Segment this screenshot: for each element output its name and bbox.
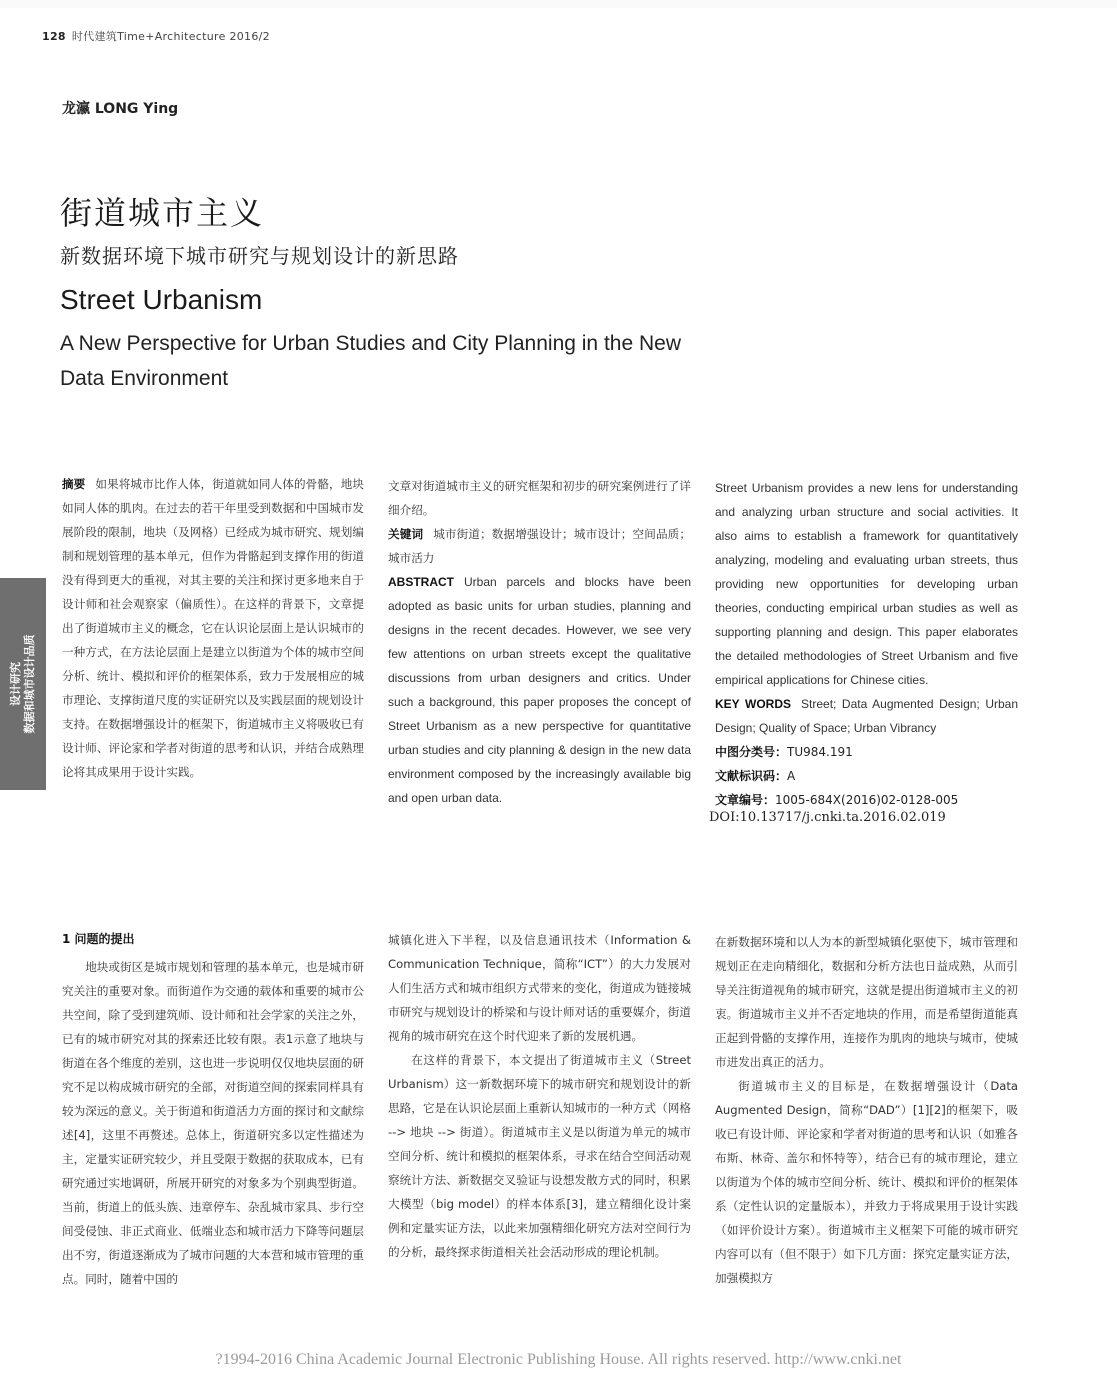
abstract-cn-text: 如果将城市比作人体，街道就如同人体的骨骼，地块如同人体的肌肉。在过去的若干年里受到数据和中国城市发展阶段的限制，地块（及网格）已经成为城市研究、规划编制和规划管理的基本单元，但作为骨骼起到支撑作用的街道没有得到更大的重视，对其主要的关注和探讨更多地来自于设计师和社会观察家（偏质性）。在这样的背景下，文章提出了街道城市主义的概念，它在认识论层面上是认识城市的一种方式，在方法论层面上是建立以街道为个体的城市空间分析、统计、模拟和评价的框架体系，致力于发展相应的城市理论、支撑街道尺度的实证研究以及实践层面的规划设计支持。在数据增强设计的框架下，街道城市主义将吸收已有设计师、评论家和学者对街道的思考和认识，并结合成熟理论将其成果用于设计实践。 (62, 477, 364, 779)
keywords-en (715, 692, 1018, 740)
abstract-en-text: Urban parcels and blocks have been adopted as basic units for urban studies, planning and designs in the recent decades. However, we see very few attentions on urban streets except the qualitative discussions from urban designers and critics. Under such a background, this paper proposes the concept of Street Urbanism as a new perspective for quantitative urban studies and city planning & design in the new data environment composed by the increasingly available big and open urban data. (388, 575, 691, 805)
title-english: Street Urbanism (60, 284, 263, 315)
clc-number (715, 740, 1018, 764)
body-paragraph: 街道城市主义的目标是，在数据增强设计（Data Augmented Design，简称“DAD”）[1][2]的框架下，吸收已有设计师、评论家和学者对街道的思考和认识（如雅各布斯、林奇、盖尔和怀特等），结合已有的城市理论，建立以街道为个体的城市空间分析、统计、模拟和评价的框架体系（定性认识的定量版本），并致力于将成果用于设计实践（如评价设计方案）。街道城市主义框架下可能的城市研究内容可以有（但不限于）如下几方面：探究定量实证方法，加强模拟方 (715, 1079, 1018, 1285)
subtitle-english: A New Perspective for Urban Studies and City Planning in the New Data Environment (60, 332, 681, 390)
page-number: 128 (42, 30, 66, 43)
keywords-en-label: KEY WORDS (715, 697, 792, 711)
abstract-en-label: ABSTRACT (388, 575, 454, 589)
doc-code-value: A (787, 769, 796, 783)
side-tab-line2: 数据和城市设计品质 (23, 634, 36, 734)
abstract-cn-continued: 文章对街道城市主义的研究框架和初步的研究案例进行了详细介绍。 (388, 479, 691, 517)
article-no-label: 文章编号： (715, 793, 776, 807)
abstract-middle-column (388, 474, 691, 810)
body-paragraph: 地块或街区是城市规划和管理的基本单元，也是城市研究关注的重要对象。而街道作为交通的载体和重要的城市公共空间，除了受到建筑师、设计师和社会学家的关注之外，已有的城市研究对其的探索还比较有限。表1示意了地块与街道在各个维度的差别，这也进一步说明仅仅地块层面的研究不足以构成城市研究的全部，对街道空间的探索同样具有较为深远的意义。关于街道和街道活力方面的探讨和文献综述[4]，这里不再赘述。总体上，街道研究多以定性描述为主，定量实证研究较少，并且受限于数据的获取成本，已有研究通过实地调研，所展开研究的对象多为个别典型街道。当前，街道上的低头族、违章停车、杂乱城市家具、步行空间受侵蚀、非正式商业、低端业态和城市活力下降等问题层出不穷，街道逐渐成为了城市问题的大本营和城市管理的重点。同时，随着中国的 (62, 960, 364, 1286)
keywords-cn-text: 城市街道；数据增强设计；城市设计；空间品质；城市活力 (388, 527, 691, 565)
doc-code-label: 文献标识码： (715, 769, 788, 783)
journal-name: 时代建筑Time+Architecture 2016/2 (71, 30, 270, 43)
abstract-en-continued: Street Urbanism provides a new lens for understanding and analyzing urban structure and social activities. It also aims to establish a framework for quantitatively analyzing, modeling and evaluating urban streets, thus providing new opportunities for developing urban theories, conducting empirical urban studies as well as supporting planning and design. This paper elaborates the detailed methodologies of Street Urbanism and five empirical applications for Chinese cities. (715, 481, 1018, 687)
author-line: 龙瀛 LONG Ying (62, 101, 179, 117)
keywords-cn (388, 522, 691, 570)
article-no-value: 1005-684X(2016)02-0128-005 (775, 793, 959, 807)
keywords-cn-label: 关键词 (388, 527, 424, 541)
abstract-en (388, 570, 691, 810)
running-head (42, 28, 270, 44)
copyright-footer: ?1994-2016 China Academic Journal Electronic Publishing House. All rights reserved. http://www.cnki.net (215, 1351, 902, 1368)
top-rule (0, 0, 1117, 8)
article-number (715, 788, 1018, 812)
abstract-cn-column (62, 472, 364, 784)
body-column-1 (62, 927, 364, 1291)
body-paragraph: 在新数据环境和以人为本的新型城镇化驱使下，城市管理和规划正在走向精细化，数据和分析方法也日益成熟，从而引导关注街道视角的城市研究，这就是提出街道城市主义的初衷。街道城市主义并不否定地块的作用，而是希望街道能真正起到骨骼的支撑作用，连接作为肌肉的地块与城市，使城市进发出真正的活力。 (715, 935, 1018, 1069)
section-side-tab (0, 578, 46, 790)
subtitle-chinese: 新数据环境下城市研究与规划设计的新思路 (60, 244, 459, 268)
abstract-right-column (715, 476, 1018, 812)
body-column-3 (715, 930, 1018, 1290)
doi-link[interactable]: DOI:10.13717/j.cnki.ta.2016.02.019 (709, 810, 946, 825)
keywords-en-text: Street; Data Augmented Design; Urban Design; Quality of Space; Urban Vibrancy (715, 697, 1018, 735)
document-code (715, 764, 1018, 788)
clc-label: 中图分类号： (715, 745, 788, 759)
side-tab-line1: 设计研究 (9, 662, 22, 706)
body-paragraph: 在这样的背景下，本文提出了街道城市主义（Street Urbanism）这一新数据环境下的城市研究和规划设计的新思路，它是在认识论层面上重新认知城市的一种方式（网格 --> 地块 --> 街道）。街道城市主义是以街道为单元的城市空间分析、统计和模拟的框架体系，寻求在结合空间活动观察统计方法、新数据交叉验证与设想发散方式的同时，积累大模型（big model）的样本体系[3]，建立精细化设计案例和定量实证方法，以此来加强精细化研究方法对空间行为的分析，最终探求街道相关社会活动形成的理论机制。 (388, 1053, 691, 1259)
title-chinese: 街道城市主义 (60, 194, 265, 232)
abstract-cn-label: 摘要 (62, 477, 86, 491)
section-heading: 1 问题的提出 (62, 932, 135, 946)
clc-value: TU984.191 (787, 745, 853, 759)
body-column-2 (388, 928, 691, 1264)
body-paragraph-continued: 城镇化进入下半程，以及信息通讯技术（Information & Communication Technique，简称“ICT”）的大力发展对人们生活方式和城市组织方式带来的变化，街道成为链接城市研究与规划设计的桥梁和与设计师对话的重要媒介，街道视角的城市研究在这个时代迎来了新的发展机遇。 (388, 933, 691, 1043)
side-tab-label (9, 635, 37, 734)
